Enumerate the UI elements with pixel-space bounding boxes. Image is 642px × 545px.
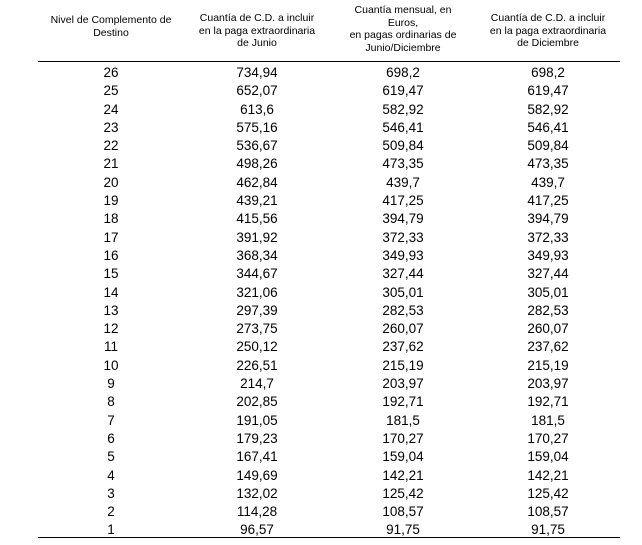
cell-nivel: 21 xyxy=(103,156,119,172)
cell-nivel: 2 xyxy=(107,504,115,520)
cell-cuantia-mensual: 215,19 xyxy=(382,357,424,373)
cell-paga-diciembre: 170,27 xyxy=(527,430,569,446)
cell-paga-junio: 191,05 xyxy=(236,412,278,428)
cell-nivel: 8 xyxy=(107,394,115,410)
cell-paga-junio: 439,21 xyxy=(236,193,278,209)
cell-paga-diciembre: 698,2 xyxy=(531,65,565,80)
table-row xyxy=(38,302,620,320)
cell-cuantia-mensual: 439,7 xyxy=(386,174,420,190)
cell-paga-diciembre: 417,25 xyxy=(527,193,569,209)
cell-paga-junio: 734,94 xyxy=(236,65,278,80)
cell-nivel: 26 xyxy=(103,65,119,80)
cell-paga-junio: 179,23 xyxy=(236,430,278,446)
cell-paga-diciembre: 142,21 xyxy=(527,467,569,483)
cell-cuantia-mensual: 260,07 xyxy=(382,321,424,337)
cell-cuantia-mensual: 327,44 xyxy=(382,266,424,282)
header-rule xyxy=(38,61,620,62)
cell-paga-diciembre: 546,41 xyxy=(527,119,569,135)
cell-paga-junio: 226,51 xyxy=(236,357,278,373)
cell-paga-diciembre: 473,35 xyxy=(527,156,569,172)
cell-cuantia-mensual: 698,2 xyxy=(386,65,420,80)
cell-paga-diciembre: 582,92 xyxy=(527,101,569,117)
table-row xyxy=(38,375,620,393)
cell-paga-junio: 536,67 xyxy=(236,138,278,154)
cell-cuantia-mensual: 181,5 xyxy=(386,412,420,428)
cell-cuantia-mensual: 349,93 xyxy=(382,247,424,263)
table-row xyxy=(38,485,620,503)
cell-cuantia-mensual: 282,53 xyxy=(382,302,424,318)
cell-paga-junio: 321,06 xyxy=(236,284,278,300)
table-row xyxy=(38,467,620,485)
table-row xyxy=(38,119,620,137)
cell-paga-junio: 575,16 xyxy=(236,119,278,135)
cell-cuantia-mensual: 417,25 xyxy=(382,193,424,209)
header-paga-junio: Cuantía de C.D. a incluir en la paga extraordinaria de Junio xyxy=(198,12,316,49)
cell-nivel: 10 xyxy=(103,357,119,373)
table-row xyxy=(38,101,620,119)
cell-nivel: 18 xyxy=(103,211,119,227)
table-header xyxy=(38,0,620,60)
header-nivel: Nivel de Complemento de Destino xyxy=(50,14,172,39)
cell-paga-diciembre: 215,19 xyxy=(527,357,569,373)
cell-nivel: 23 xyxy=(103,119,119,135)
cell-nivel: 3 xyxy=(107,485,115,501)
cell-paga-junio: 652,07 xyxy=(236,83,278,99)
cell-nivel: 16 xyxy=(103,247,119,263)
cell-nivel: 4 xyxy=(107,467,115,483)
cell-nivel: 25 xyxy=(103,83,119,99)
cell-cuantia-mensual: 170,27 xyxy=(382,430,424,446)
cell-cuantia-mensual: 91,75 xyxy=(386,522,420,538)
cell-cuantia-mensual: 582,92 xyxy=(382,101,424,117)
cell-paga-diciembre: 394,79 xyxy=(527,211,569,227)
cell-cuantia-mensual: 305,01 xyxy=(382,284,424,300)
header-cuantia-mensual: Cuantía mensual, en Euros, en pagas ordinarias de Junio/Diciembre xyxy=(349,4,457,54)
cell-nivel: 1 xyxy=(107,522,115,538)
cell-paga-diciembre: 181,5 xyxy=(531,412,565,428)
table-row xyxy=(38,430,620,448)
cell-paga-diciembre: 305,01 xyxy=(527,284,569,300)
table-row xyxy=(38,284,620,302)
cell-paga-junio: 368,34 xyxy=(236,247,278,263)
cell-paga-junio: 96,57 xyxy=(240,522,274,538)
cell-cuantia-mensual: 159,04 xyxy=(382,449,424,465)
table-row xyxy=(38,338,620,356)
cell-paga-diciembre: 192,71 xyxy=(527,394,569,410)
table-row xyxy=(38,155,620,173)
cell-nivel: 9 xyxy=(107,376,115,392)
cell-paga-diciembre: 327,44 xyxy=(527,266,569,282)
table-row xyxy=(38,412,620,430)
table-row xyxy=(38,393,620,411)
cell-paga-junio: 250,12 xyxy=(236,339,278,355)
table-row xyxy=(38,247,620,265)
table-body xyxy=(38,64,620,540)
table-row xyxy=(38,174,620,192)
cell-paga-junio: 214,7 xyxy=(240,376,274,392)
cell-cuantia-mensual: 372,33 xyxy=(382,229,424,245)
cell-nivel: 14 xyxy=(103,284,119,300)
cell-paga-junio: 297,39 xyxy=(236,302,278,318)
cell-nivel: 5 xyxy=(107,449,115,465)
cell-paga-junio: 415,56 xyxy=(236,211,278,227)
cell-nivel: 19 xyxy=(103,193,119,209)
cell-paga-junio: 613,6 xyxy=(240,101,274,117)
cell-paga-diciembre: 282,53 xyxy=(527,302,569,318)
cell-nivel: 7 xyxy=(107,412,115,428)
cell-cuantia-mensual: 619,47 xyxy=(382,83,424,99)
cell-cuantia-mensual: 546,41 xyxy=(382,119,424,135)
cell-nivel: 11 xyxy=(103,339,118,355)
cell-paga-junio: 202,85 xyxy=(236,394,278,410)
bottom-rule xyxy=(38,537,620,538)
table-row xyxy=(38,448,620,466)
cell-paga-junio: 344,67 xyxy=(236,266,278,282)
table-row xyxy=(38,210,620,228)
table-row xyxy=(38,357,620,375)
cell-cuantia-mensual: 142,21 xyxy=(382,467,424,483)
cell-paga-diciembre: 125,42 xyxy=(527,485,569,501)
cell-cuantia-mensual: 125,42 xyxy=(382,485,424,501)
cell-paga-junio: 391,92 xyxy=(236,229,278,245)
cell-nivel: 13 xyxy=(103,302,119,318)
cell-nivel: 6 xyxy=(107,430,115,446)
cell-paga-diciembre: 91,75 xyxy=(531,522,565,538)
table-row xyxy=(38,320,620,338)
cell-cuantia-mensual: 394,79 xyxy=(382,211,424,227)
complemento-destino-table xyxy=(38,0,620,538)
cell-paga-junio: 498,26 xyxy=(236,156,278,172)
cell-cuantia-mensual: 108,57 xyxy=(382,504,424,520)
cell-paga-diciembre: 260,07 xyxy=(527,321,569,337)
table-row xyxy=(38,64,620,82)
cell-nivel: 15 xyxy=(103,266,119,282)
cell-paga-junio: 273,75 xyxy=(236,321,278,337)
header-paga-diciembre: Cuantía de C.D. a incluir en la paga extraordinaria de Diciembre xyxy=(489,12,607,49)
cell-nivel: 24 xyxy=(103,101,119,117)
cell-cuantia-mensual: 192,71 xyxy=(382,394,424,410)
cell-paga-junio: 114,28 xyxy=(236,504,278,520)
table-row xyxy=(38,503,620,521)
cell-paga-diciembre: 237,62 xyxy=(527,339,569,355)
cell-nivel: 22 xyxy=(103,138,119,154)
cell-nivel: 12 xyxy=(103,321,119,337)
cell-paga-diciembre: 349,93 xyxy=(527,247,569,263)
cell-paga-diciembre: 439,7 xyxy=(531,174,565,190)
cell-paga-diciembre: 203,97 xyxy=(527,376,569,392)
cell-paga-diciembre: 372,33 xyxy=(527,229,569,245)
cell-paga-diciembre: 619,47 xyxy=(527,83,569,99)
cell-paga-junio: 462,84 xyxy=(236,174,278,190)
cell-paga-diciembre: 509,84 xyxy=(527,138,569,154)
cell-paga-junio: 149,69 xyxy=(236,467,278,483)
cell-paga-junio: 132,02 xyxy=(236,485,278,501)
cell-nivel: 20 xyxy=(103,174,119,190)
cell-cuantia-mensual: 473,35 xyxy=(382,156,424,172)
cell-cuantia-mensual: 203,97 xyxy=(382,376,424,392)
cell-cuantia-mensual: 509,84 xyxy=(382,138,424,154)
table-row xyxy=(38,229,620,247)
cell-paga-diciembre: 159,04 xyxy=(527,449,569,465)
table-row xyxy=(38,137,620,155)
table-row xyxy=(38,192,620,210)
table-row xyxy=(38,265,620,283)
cell-nivel: 17 xyxy=(103,229,119,245)
cell-paga-junio: 167,41 xyxy=(236,449,278,465)
cell-cuantia-mensual: 237,62 xyxy=(382,339,424,355)
cell-paga-diciembre: 108,57 xyxy=(527,504,569,520)
table-row xyxy=(38,82,620,100)
